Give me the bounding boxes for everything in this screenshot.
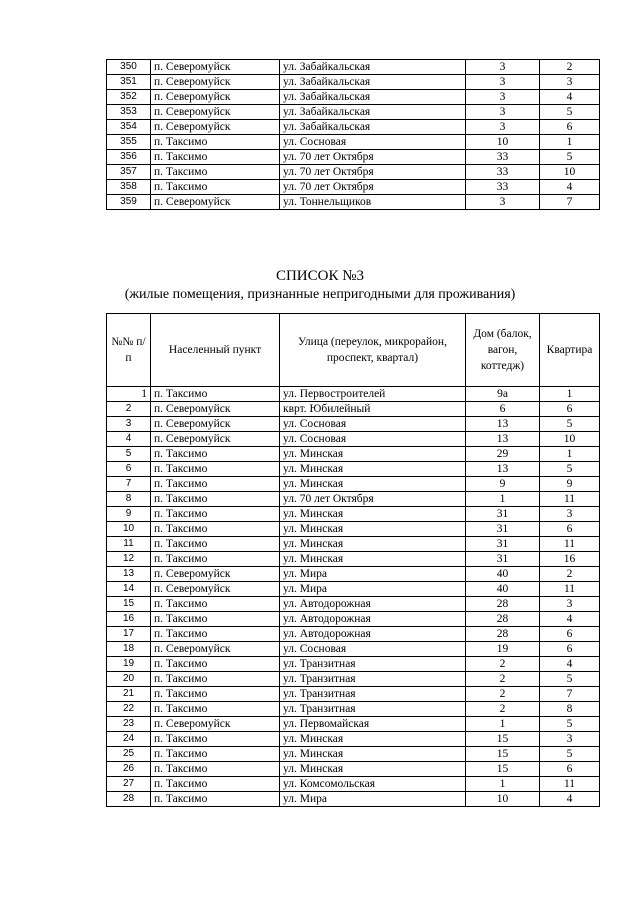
list-title: СПИСОК №3 (275, 268, 365, 284)
row-number: 23 (107, 717, 151, 732)
settlement-cell: п. Таксимо (151, 507, 280, 522)
apartment-cell: 4 (540, 612, 600, 627)
row-number: 351 (107, 75, 151, 90)
street-cell: ул. Забайкальская (280, 75, 466, 90)
street-cell: ул. Тоннельщиков (280, 195, 466, 210)
apartment-cell: 1 (540, 387, 600, 402)
apartment-cell: 5 (540, 462, 600, 477)
street-cell: ул. Сосновая (280, 135, 466, 150)
apartment-cell: 11 (540, 582, 600, 597)
street-cell: ул. Автодорожная (280, 627, 466, 642)
settlement-cell: п. Таксимо (151, 687, 280, 702)
street-cell: ул. 70 лет Октября (280, 180, 466, 195)
row-number: 357 (107, 165, 151, 180)
apartment-cell: 3 (540, 597, 600, 612)
apartment-cell: 1 (540, 447, 600, 462)
header-house: Дом (балок, вагон, коттедж) (466, 314, 540, 387)
row-number: 21 (107, 687, 151, 702)
list3-body (107, 387, 600, 807)
table-row (107, 477, 600, 492)
table-row (107, 120, 600, 135)
settlement-cell: п. Северомуйск (151, 120, 280, 135)
row-number: 356 (107, 150, 151, 165)
house-cell: 2 (466, 672, 540, 687)
table-row (107, 387, 600, 402)
settlement-cell: п. Таксимо (151, 135, 280, 150)
house-cell: 3 (466, 105, 540, 120)
row-number: 355 (107, 135, 151, 150)
row-number: 11 (107, 537, 151, 552)
settlement-cell: п. Таксимо (151, 150, 280, 165)
street-cell: ул. Минская (280, 537, 466, 552)
settlement-cell: п. Таксимо (151, 702, 280, 717)
row-number: 9 (107, 507, 151, 522)
settlement-cell: п. Таксимо (151, 462, 280, 477)
settlement-cell: п. Таксимо (151, 762, 280, 777)
apartment-cell: 4 (540, 792, 600, 807)
row-number: 3 (107, 417, 151, 432)
table-row (107, 150, 600, 165)
row-number: 12 (107, 552, 151, 567)
house-cell: 3 (466, 195, 540, 210)
apartment-cell: 6 (540, 642, 600, 657)
house-cell: 15 (466, 762, 540, 777)
apartment-cell: 6 (540, 402, 600, 417)
apartment-cell: 5 (540, 672, 600, 687)
street-cell: ул. Первомайская (280, 717, 466, 732)
house-cell: 31 (466, 552, 540, 567)
table-row (107, 747, 600, 762)
settlement-cell: п. Северомуйск (151, 642, 280, 657)
row-number: 24 (107, 732, 151, 747)
street-cell: ул. Транзитная (280, 672, 466, 687)
settlement-cell: п. Северомуйск (151, 432, 280, 447)
header-number: №№ п/п (107, 314, 151, 387)
row-number: 352 (107, 90, 151, 105)
apartment-cell: 11 (540, 777, 600, 792)
street-cell: ул. Автодорожная (280, 612, 466, 627)
table-row (107, 777, 600, 792)
settlement-cell: п. Северомуйск (151, 567, 280, 582)
street-cell: ул. Минская (280, 747, 466, 762)
settlement-cell: п. Таксимо (151, 522, 280, 537)
house-cell: 13 (466, 417, 540, 432)
table-row (107, 447, 600, 462)
settlement-cell: п. Таксимо (151, 552, 280, 567)
street-cell: ул. Минская (280, 462, 466, 477)
row-number: 10 (107, 522, 151, 537)
table-row (107, 732, 600, 747)
house-cell: 2 (466, 687, 540, 702)
settlement-cell: п. Таксимо (151, 597, 280, 612)
table-row (107, 60, 600, 75)
house-cell: 3 (466, 90, 540, 105)
house-cell: 10 (466, 135, 540, 150)
row-number: 2 (107, 402, 151, 417)
street-cell: ул. 70 лет Октября (280, 150, 466, 165)
street-cell: ул. Комсомольская (280, 777, 466, 792)
table-row (107, 417, 600, 432)
apartment-cell: 5 (540, 150, 600, 165)
apartment-cell: 7 (540, 687, 600, 702)
table-row (107, 642, 600, 657)
house-cell: 15 (466, 732, 540, 747)
street-cell: ул. Минская (280, 522, 466, 537)
house-cell: 33 (466, 150, 540, 165)
apartment-cell: 4 (540, 180, 600, 195)
settlement-cell: п. Северомуйск (151, 582, 280, 597)
table-row (107, 567, 600, 582)
apartment-cell: 10 (540, 432, 600, 447)
house-cell: 28 (466, 597, 540, 612)
table-row (107, 717, 600, 732)
street-cell: ул. Минская (280, 762, 466, 777)
row-number: 22 (107, 702, 151, 717)
apartment-cell: 6 (540, 522, 600, 537)
settlement-cell: п. Таксимо (151, 657, 280, 672)
row-number: 27 (107, 777, 151, 792)
apartment-cell: 2 (540, 60, 600, 75)
house-cell: 1 (466, 492, 540, 507)
settlement-cell: п. Северомуйск (151, 717, 280, 732)
street-cell: ул. Минская (280, 552, 466, 567)
row-number: 1 (107, 387, 151, 402)
apartment-cell: 6 (540, 120, 600, 135)
row-number: 354 (107, 120, 151, 135)
house-cell: 13 (466, 432, 540, 447)
table-row (107, 792, 600, 807)
house-cell: 15 (466, 747, 540, 762)
street-cell: ул. Мира (280, 792, 466, 807)
table-row (107, 135, 600, 150)
house-cell: 3 (466, 120, 540, 135)
house-cell: 28 (466, 627, 540, 642)
row-number: 20 (107, 672, 151, 687)
street-cell: ул. 70 лет Октября (280, 165, 466, 180)
house-cell: 33 (466, 180, 540, 195)
row-number: 8 (107, 492, 151, 507)
house-cell: 2 (466, 702, 540, 717)
settlement-cell: п. Таксимо (151, 387, 280, 402)
apartment-cell: 16 (540, 552, 600, 567)
table-row (107, 432, 600, 447)
apartment-cell: 5 (540, 747, 600, 762)
list3-table (106, 313, 600, 807)
street-cell: ул. Мира (280, 582, 466, 597)
table-row (107, 492, 600, 507)
street-cell: ул. Минская (280, 732, 466, 747)
table-row (107, 402, 600, 417)
settlement-cell: п. Таксимо (151, 477, 280, 492)
settlement-cell: п. Северомуйск (151, 90, 280, 105)
table-row (107, 537, 600, 552)
table-row (107, 165, 600, 180)
street-cell: кврт. Юбилейный (280, 402, 466, 417)
apartment-cell: 4 (540, 90, 600, 105)
house-cell: 29 (466, 447, 540, 462)
list-subtitle: (жилые помещения, признанные непригодными для проживания) (124, 287, 516, 302)
house-cell: 40 (466, 567, 540, 582)
row-number: 13 (107, 567, 151, 582)
apartment-cell: 6 (540, 762, 600, 777)
street-cell: ул. Забайкальская (280, 105, 466, 120)
row-number: 15 (107, 597, 151, 612)
street-cell: ул. Забайкальская (280, 60, 466, 75)
table-row (107, 702, 600, 717)
table-row (107, 762, 600, 777)
table-row (107, 582, 600, 597)
apartment-cell: 11 (540, 537, 600, 552)
apartment-cell: 3 (540, 75, 600, 90)
house-cell: 31 (466, 507, 540, 522)
table-row (107, 105, 600, 120)
street-cell: ул. Сосновая (280, 417, 466, 432)
settlement-cell: п. Таксимо (151, 672, 280, 687)
row-number: 4 (107, 432, 151, 447)
row-number: 14 (107, 582, 151, 597)
street-cell: ул. Забайкальская (280, 120, 466, 135)
settlement-cell: п. Таксимо (151, 792, 280, 807)
house-cell: 9а (466, 387, 540, 402)
settlement-cell: п. Таксимо (151, 537, 280, 552)
apartment-cell: 9 (540, 477, 600, 492)
apartment-cell: 5 (540, 717, 600, 732)
table-row (107, 90, 600, 105)
settlement-cell: п. Таксимо (151, 627, 280, 642)
house-cell: 3 (466, 75, 540, 90)
street-cell: ул. Сосновая (280, 642, 466, 657)
table-row (107, 597, 600, 612)
table-row (107, 522, 600, 537)
row-number: 7 (107, 477, 151, 492)
house-cell: 13 (466, 462, 540, 477)
table-row (107, 552, 600, 567)
row-number: 17 (107, 627, 151, 642)
table-row (107, 75, 600, 90)
header-row (107, 314, 600, 387)
street-cell: ул. Транзитная (280, 657, 466, 672)
settlement-cell: п. Северомуйск (151, 402, 280, 417)
continued-list-table (106, 59, 600, 210)
row-number: 353 (107, 105, 151, 120)
house-cell: 6 (466, 402, 540, 417)
table-row (107, 687, 600, 702)
settlement-cell: п. Таксимо (151, 777, 280, 792)
street-cell: ул. Автодорожная (280, 597, 466, 612)
settlement-cell: п. Таксимо (151, 612, 280, 627)
street-cell: ул. 70 лет Октября (280, 492, 466, 507)
street-cell: ул. Минская (280, 447, 466, 462)
house-cell: 3 (466, 60, 540, 75)
apartment-cell: 7 (540, 195, 600, 210)
house-cell: 10 (466, 792, 540, 807)
settlement-cell: п. Таксимо (151, 180, 280, 195)
street-cell: ул. Транзитная (280, 702, 466, 717)
row-number: 26 (107, 762, 151, 777)
row-number: 25 (107, 747, 151, 762)
apartment-cell: 3 (540, 507, 600, 522)
house-cell: 28 (466, 612, 540, 627)
apartment-cell: 4 (540, 657, 600, 672)
house-cell: 40 (466, 582, 540, 597)
row-number: 18 (107, 642, 151, 657)
street-cell: ул. Мира (280, 567, 466, 582)
table-row (107, 507, 600, 522)
apartment-cell: 5 (540, 417, 600, 432)
settlement-cell: п. Таксимо (151, 492, 280, 507)
house-cell: 1 (466, 777, 540, 792)
table-row (107, 657, 600, 672)
apartment-cell: 2 (540, 567, 600, 582)
settlement-cell: п. Северомуйск (151, 417, 280, 432)
table-row (107, 627, 600, 642)
street-cell: ул. Транзитная (280, 687, 466, 702)
street-cell: ул. Забайкальская (280, 90, 466, 105)
street-cell: ул. Минская (280, 507, 466, 522)
house-cell: 1 (466, 717, 540, 732)
apartment-cell: 10 (540, 165, 600, 180)
table-row (107, 180, 600, 195)
row-number: 359 (107, 195, 151, 210)
settlement-cell: п. Таксимо (151, 747, 280, 762)
house-cell: 2 (466, 657, 540, 672)
header-street: Улица (переулок, микрорайон, проспект, квартал) (280, 314, 466, 387)
apartment-cell: 6 (540, 627, 600, 642)
house-cell: 9 (466, 477, 540, 492)
settlement-cell: п. Северомуйск (151, 75, 280, 90)
row-number: 19 (107, 657, 151, 672)
settlement-cell: п. Северомуйск (151, 195, 280, 210)
settlement-cell: п. Северомуйск (151, 105, 280, 120)
house-cell: 33 (466, 165, 540, 180)
continued-list-body (107, 60, 600, 210)
street-cell: ул. Сосновая (280, 432, 466, 447)
house-cell: 31 (466, 537, 540, 552)
row-number: 5 (107, 447, 151, 462)
apartment-cell: 3 (540, 732, 600, 747)
row-number: 350 (107, 60, 151, 75)
settlement-cell: п. Таксимо (151, 447, 280, 462)
row-number: 6 (107, 462, 151, 477)
row-number: 28 (107, 792, 151, 807)
street-cell: ул. Минская (280, 477, 466, 492)
row-number: 358 (107, 180, 151, 195)
settlement-cell: п. Таксимо (151, 165, 280, 180)
house-cell: 31 (466, 522, 540, 537)
apartment-cell: 1 (540, 135, 600, 150)
header-apartment: Квартира (540, 314, 600, 387)
apartment-cell: 8 (540, 702, 600, 717)
table-row (107, 672, 600, 687)
apartment-cell: 5 (540, 105, 600, 120)
table-row (107, 612, 600, 627)
settlement-cell: п. Таксимо (151, 732, 280, 747)
settlement-cell: п. Северомуйск (151, 60, 280, 75)
header-settlement: Населенный пункт (151, 314, 280, 387)
table-row (107, 462, 600, 477)
street-cell: ул. Первостроителей (280, 387, 466, 402)
apartment-cell: 11 (540, 492, 600, 507)
table-row (107, 195, 600, 210)
row-number: 16 (107, 612, 151, 627)
house-cell: 19 (466, 642, 540, 657)
